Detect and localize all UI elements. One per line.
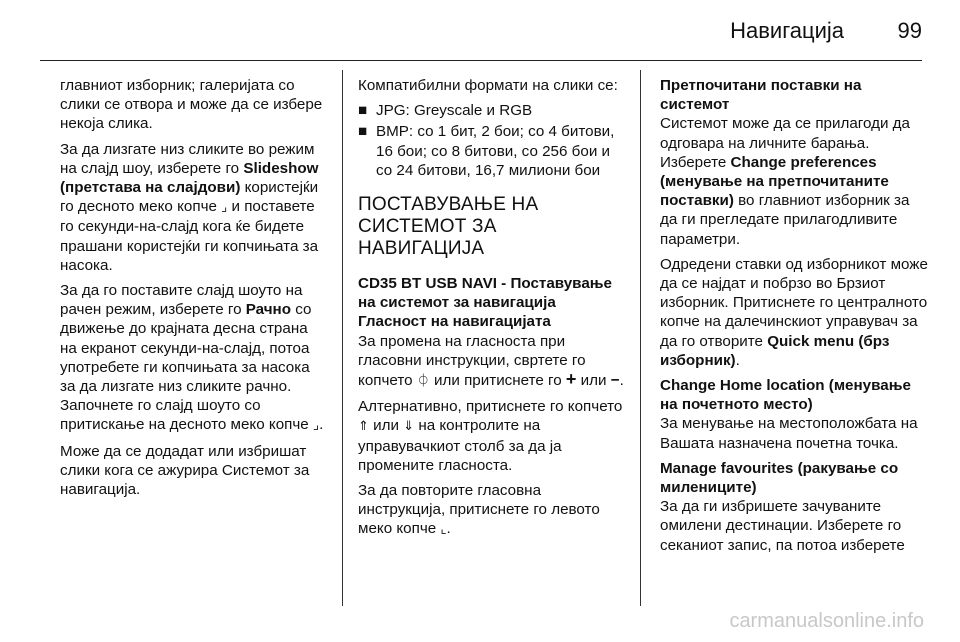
subsection-heading: CD35 BT USB NAVI - Поставување на системот за навигација — [358, 275, 612, 312]
bold-term: Change preferences (менување на претпочитаните поставки) — [660, 153, 889, 210]
left-soft-key-icon: ⌞ — [440, 522, 447, 538]
volume-down-icon: ⇓ — [403, 419, 415, 435]
text: и поставете го секунди-на-слајд кога ќе бидете прашани користејќи ги копчињата за насока. — [60, 198, 319, 274]
minus-icon: − — [610, 372, 620, 390]
text: За да го поставите слајд шоуто на рачен режим, изберете го — [60, 282, 303, 319]
format-list — [358, 101, 624, 180]
paragraph — [60, 281, 326, 436]
topic-heading: Претпочитани поставки на системот — [660, 77, 862, 114]
right-soft-key-icon: ⌟ — [312, 418, 320, 434]
column-divider-2 — [640, 70, 641, 606]
watermark: carmanualsonline.info — [729, 610, 924, 632]
paragraph — [358, 481, 624, 540]
text: или притиснете го — [429, 372, 566, 390]
volume-up-icon: ⇑ — [358, 419, 369, 435]
paragraph: Компатибилни формати на слики се: — [358, 77, 618, 94]
plus-icon: + — [565, 369, 577, 390]
list-item — [358, 122, 624, 180]
column-3 — [660, 76, 928, 561]
text: За да повторите гласовна инструкција, притиснете го левото меко копче — [358, 482, 600, 538]
page-header — [0, 0, 960, 62]
text: За да лизгате низ сликите во режим на слајд шоу, изберете го — [60, 140, 315, 177]
bold-term: Рачно — [245, 301, 291, 319]
list-item-text: JPG: Greyscale и RGB — [376, 102, 533, 120]
text: Системот може да се прилагоди да одговара на личните барања. Изберете — [660, 115, 910, 171]
page-number: 99 — [897, 18, 922, 43]
text: Одредени ставки од изборникот може да се најдат и побрзо во Брзиот изборник. Притиснете го централното копче на далечинскиот управувач за да го отворите — [660, 255, 928, 350]
paragraph — [660, 255, 928, 370]
paragraph — [358, 397, 624, 475]
text: Алтернативно, притиснете го копчето — [358, 398, 623, 416]
list-item — [358, 101, 624, 120]
bold-term: Slideshow (претстава на слајдови) — [60, 159, 319, 197]
text: . — [619, 372, 624, 390]
section-heading: ПОСТАВУВАЊЕ НА СИСТЕМОТ ЗА НАВИГАЦИЈА — [358, 194, 539, 260]
list-item-text: BMP: со 1 бит, 2 бои; со 4 битови, 16 бои; со 8 битови, со 256 бои и со 24 битови, 16,7 милиони бои — [376, 123, 615, 179]
text: . — [319, 416, 324, 434]
paragraph: главниот изборник; галеријата со слики се отвора и може да се избере некоја слика. — [60, 77, 323, 133]
text: . — [446, 520, 451, 538]
text: со движење до крајната десна страна на екранот секунди-на-слајд, потоа употребете ги копчињата за насока за да лизгате низ сликите рачно. Започнете го слајд шоуто со притискање на десното меко копче — [60, 301, 313, 434]
bullet-icon: ■ — [358, 102, 368, 120]
text: во главниот изборник за да ги прегледате прилагодливите параметри. — [660, 192, 910, 248]
page-title: Навигација — [730, 18, 844, 43]
text: или — [576, 372, 611, 390]
paragraph: За да ги избришете зачуваните омилени дестинации. Изберете го секаниот запис, па потоа изберете — [660, 498, 905, 554]
text: користејќи го десното меко копче — [60, 179, 319, 216]
paragraph — [60, 140, 326, 275]
paragraph — [660, 114, 928, 248]
topic-heading: Гласност на навигацијата — [358, 313, 551, 331]
bullet-icon: ■ — [358, 123, 368, 141]
column-1 — [60, 76, 326, 505]
paragraph: Може да се додадат или избришат слики кога се ажурира Системот за навигација. — [60, 442, 310, 499]
text: За промена на гласноста при гласовни инструкции, свртете го копчето — [358, 332, 586, 390]
text: на контролите на управувачкиот столб за да ја промените гласноста. — [358, 417, 562, 474]
topic-heading: Change Home location (менување на почетното место) — [660, 377, 911, 414]
column-divider-1 — [342, 70, 343, 606]
column-2 — [358, 76, 624, 546]
topic-heading: Manage favourites (ракување со милениците) — [660, 459, 899, 497]
paragraph — [358, 332, 624, 392]
knob-icon: ⏀ — [416, 374, 430, 390]
right-soft-key-icon: ⌟ — [221, 200, 228, 216]
paragraph: За менување на местоположбата на Вашата назначена почетна точка. — [660, 415, 918, 452]
header-rule — [40, 60, 922, 61]
text: . — [735, 351, 740, 369]
text: или — [368, 417, 404, 435]
bold-term: Quick menu (брз изборник) — [660, 332, 890, 369]
